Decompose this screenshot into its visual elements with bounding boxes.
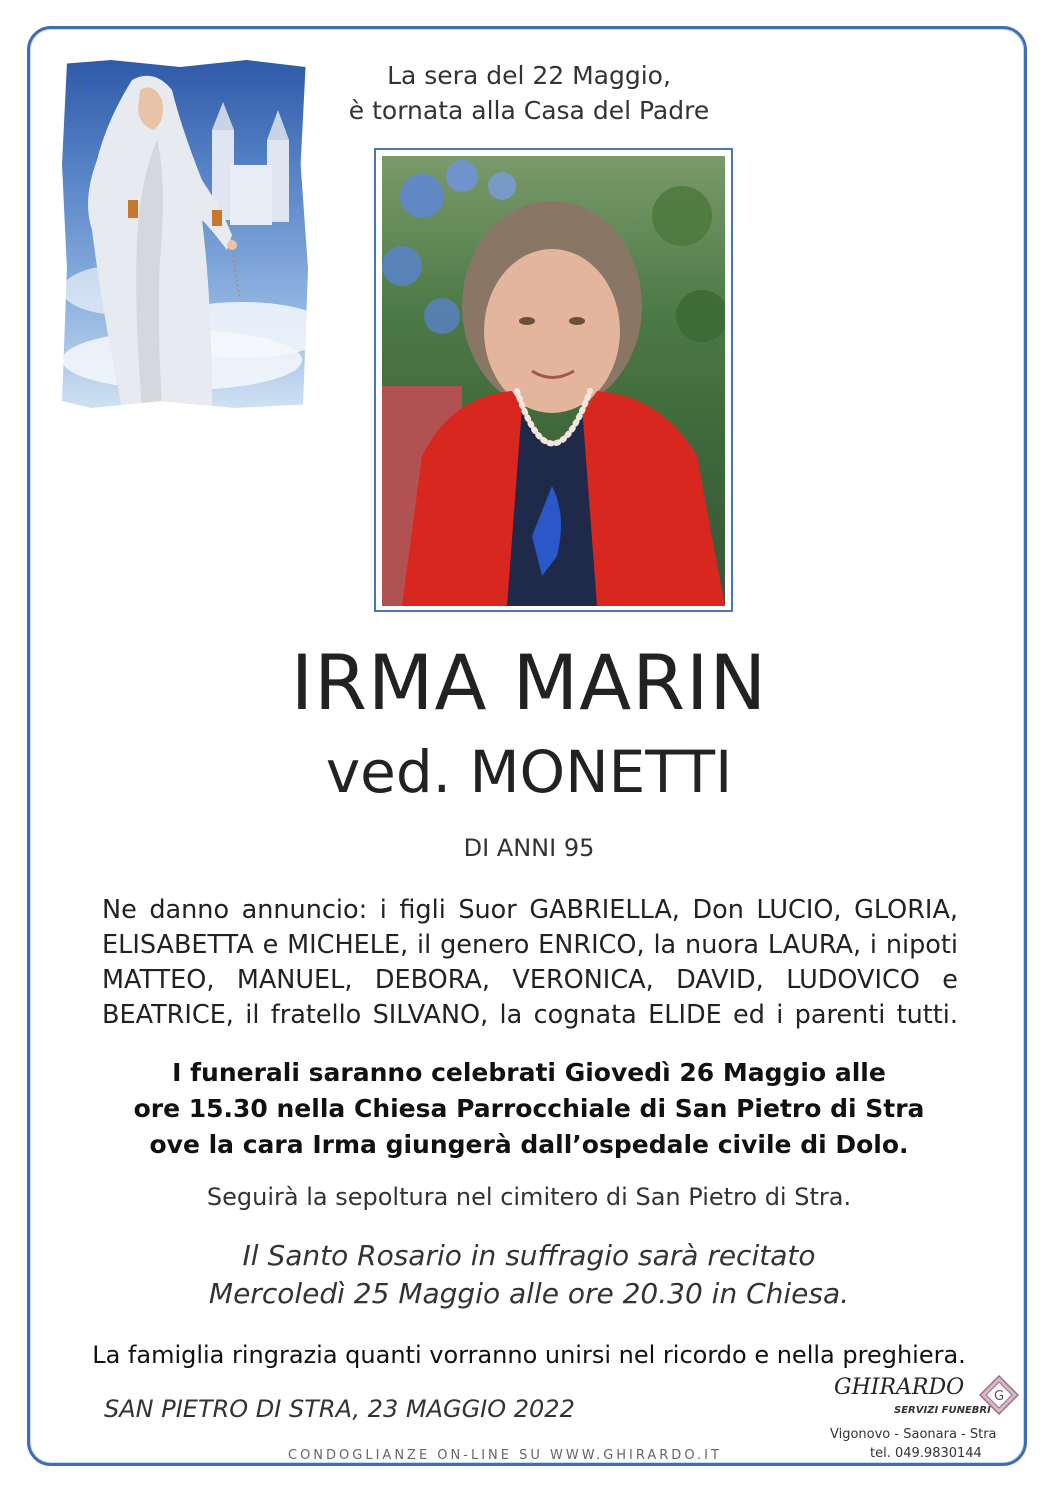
agency-badge-icon (979, 1375, 1019, 1415)
place-date: SAN PIETRO DI STRA, 23 MAGGIO 2022 (104, 1395, 575, 1423)
agency-subtitle: SERVIZI FUNEBRI (894, 1405, 991, 1416)
announcement-line: ELISABETTA e MICHELE, il genero ENRICO, la nuora LAURA, i nipoti (102, 930, 958, 960)
funeral-details (0, 1055, 1058, 1163)
funeral-line: ore 15.30 nella Chiesa Parrocchiale di San Pietro di Stra (133, 1094, 925, 1123)
announcement-line: MATTEO, MANUEL, DEBORA, VERONICA, DAVID, LUDOVICO e (102, 965, 958, 995)
agency-name: GHIRARDO (834, 1375, 965, 1400)
thanks-text: La famiglia ringrazia quanti vorranno unirsi nel ricordo e nella preghiera. (92, 1341, 966, 1369)
rosary-line-1: Il Santo Rosario in suffragio sarà recitato (242, 1239, 816, 1272)
agency-logo (830, 1375, 1029, 1465)
agency-towns: Vigonovo - Saonara - Stra (830, 1427, 997, 1442)
portrait-frame (374, 148, 733, 612)
rosary-line-2: Mercoledì 25 Maggio alle ore 20.30 in Chiesa. (208, 1277, 850, 1310)
announcement-line: BEATRICE, il fratello SILVANO, la cognata ELIDE ed i parenti tutti. (102, 1000, 958, 1030)
burial-text: Seguirà la sepoltura nel cimitero di San Pietro di Stra. (206, 1183, 852, 1211)
announcement (102, 893, 958, 1033)
funeral-line: I funerali saranno celebrati Giovedì 26 Maggio alle (172, 1058, 886, 1087)
intro-text (0, 58, 1058, 128)
announcement-line: Ne danno annuncio: i figli Suor GABRIELLA, Don LUCIO, GLORIA, (102, 895, 958, 925)
agency-phone: tel. 049.9830144 (870, 1446, 982, 1461)
intro-line-1: La sera del 22 Maggio, (387, 61, 671, 90)
deceased-married-name: ved. MONETTI (325, 738, 733, 806)
intro-line-2: è tornata alla Casa del Padre (348, 96, 710, 125)
funeral-line: ove la cara Irma giungerà dall’ospedale civile di Dolo. (149, 1130, 909, 1159)
rosary-text (0, 1237, 1058, 1313)
portrait-photo (382, 156, 725, 606)
deceased-name: IRMA MARIN (290, 638, 768, 727)
condolences-link[interactable]: CONDOGLIANZE ON-LINE SU WWW.GHIRARDO.IT (288, 1448, 722, 1463)
deceased-age: DI ANNI 95 (463, 834, 595, 862)
agency-badge-letter: G (993, 1389, 1005, 1404)
